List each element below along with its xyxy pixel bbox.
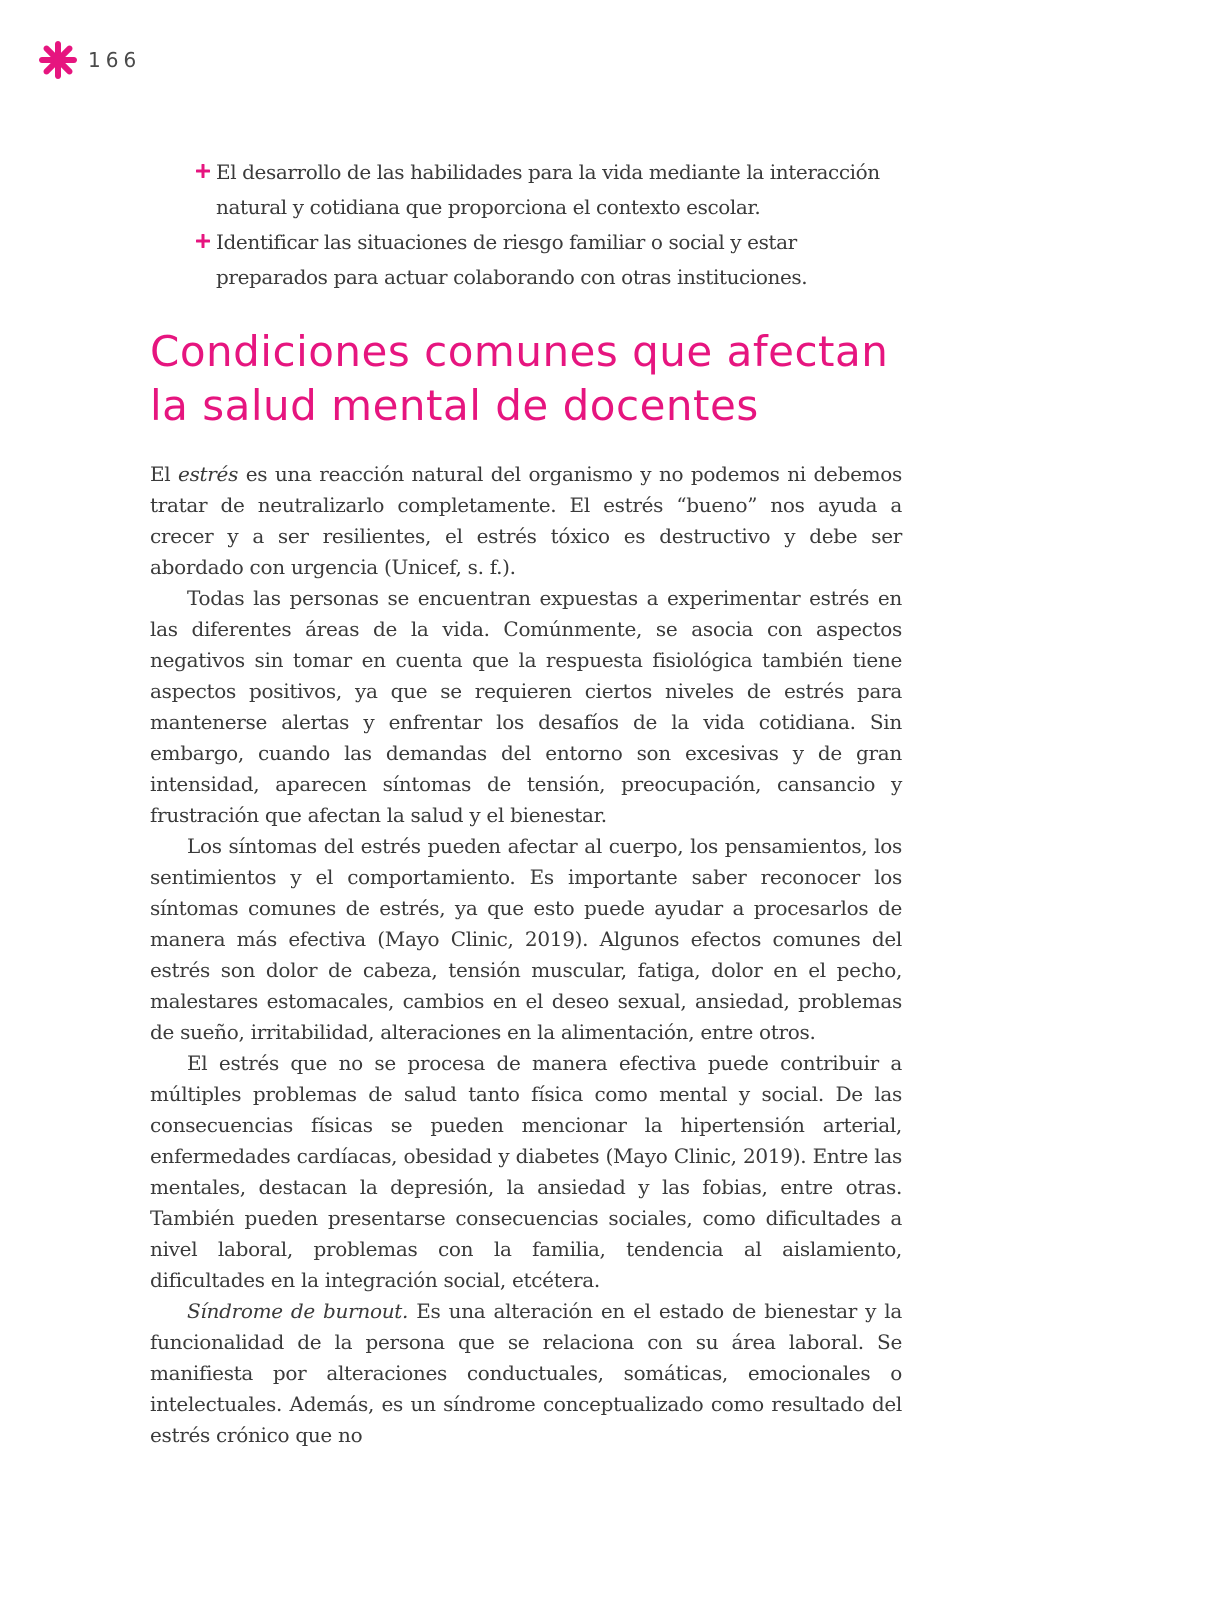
bullet-list (196, 155, 896, 295)
asterisk-icon (38, 40, 78, 80)
paragraph-text: El (150, 462, 179, 486)
body-text (150, 459, 902, 1451)
page-number: 166 (88, 48, 142, 72)
page-header (38, 40, 141, 80)
bullet-text: El desarrollo de las habilidades para la vida mediante la interacción natural y cotidiana que proporciona el contexto escolar. (216, 160, 880, 219)
paragraph-3: Los síntomas del estrés pueden afectar al cuerpo, los pensamientos, los sentimientos y el comportamiento. Es importante saber reconocer los síntomas comunes de estrés, ya que esto puede ayudar a procesarlos de manera más efectiva (Mayo Clinic, 2019). Algunos efectos comunes del estrés son dolor de cabeza, tensión muscular, fatiga, dolor en el pecho, malestares estomacales, cambios en el deseo sexual, ansiedad, problemas de sueño, irritabilidad, alteraciones en la alimentación, entre otros. (150, 834, 902, 1044)
plus-bullet-icon (196, 234, 210, 248)
section-title (150, 325, 910, 433)
section-title-line2: la salud mental de docentes (150, 381, 759, 430)
section-title-line1: Condiciones comunes que afectan (150, 327, 889, 376)
paragraph-5 (150, 1296, 902, 1451)
paragraph-2: Todas las personas se encuentran expuestas a experimentar estrés en las diferentes áreas de la vida. Comúnmente, se asocia con aspectos negativos sin tomar en cuenta que la respuesta fisiológica también tiene aspectos positivos, ya que se requieren ciertos niveles de estrés para mantenerse alertas y enfrentar los desafíos de la vida cotidiana. Sin embargo, cuando las demandas del entorno son excesivas y de gran intensidad, aparecen síntomas de tensión, preocupación, cansancio y frustración que afectan la salud y el bienestar. (150, 586, 902, 827)
bullet-text: Identificar las situaciones de riesgo familiar o social y estar preparados para actuar colaborando con otras instituciones. (216, 230, 808, 289)
emphasis-term: estrés (178, 462, 239, 486)
paragraph-text: es una reacción natural del organismo y no podemos ni debemos tratar de neutralizarlo completamente. El estrés “bueno” nos ayuda a crecer y a ser resilientes, el estrés tóxico es destructivo y debe ser abordado con urgencia (Unicef, s. f.). (150, 462, 902, 579)
paragraph-1 (150, 459, 902, 583)
paragraph-text: Es una alteración en el estado de bienestar y la funcionalidad de la persona que se relaciona con su área laboral. Se manifiesta por alteraciones conductuales, somáticas, emocionales o intelectuales. Además, es un síndrome conceptualizado como resultado del estrés crónico que no (150, 1299, 902, 1447)
list-item (196, 155, 896, 225)
plus-bullet-icon (196, 164, 210, 178)
paragraph-4: El estrés que no se procesa de manera efectiva puede contribuir a múltiples problemas de salud tanto física como mental y social. De las consecuencias físicas se pueden mencionar la hipertensión arterial, enfermedades cardíacas, obesidad y diabetes (Mayo Clinic, 2019). Entre las mentales, destacan la depresión, la ansiedad y las fobias, entre otras. También pueden presentarse consecuencias sociales, como dificultades a nivel laboral, problemas con la familia, tendencia al aislamiento, dificultades en la integración social, etcétera. (150, 1051, 902, 1292)
list-item (196, 225, 896, 295)
emphasis-term: Síndrome de burnout. (187, 1299, 409, 1323)
